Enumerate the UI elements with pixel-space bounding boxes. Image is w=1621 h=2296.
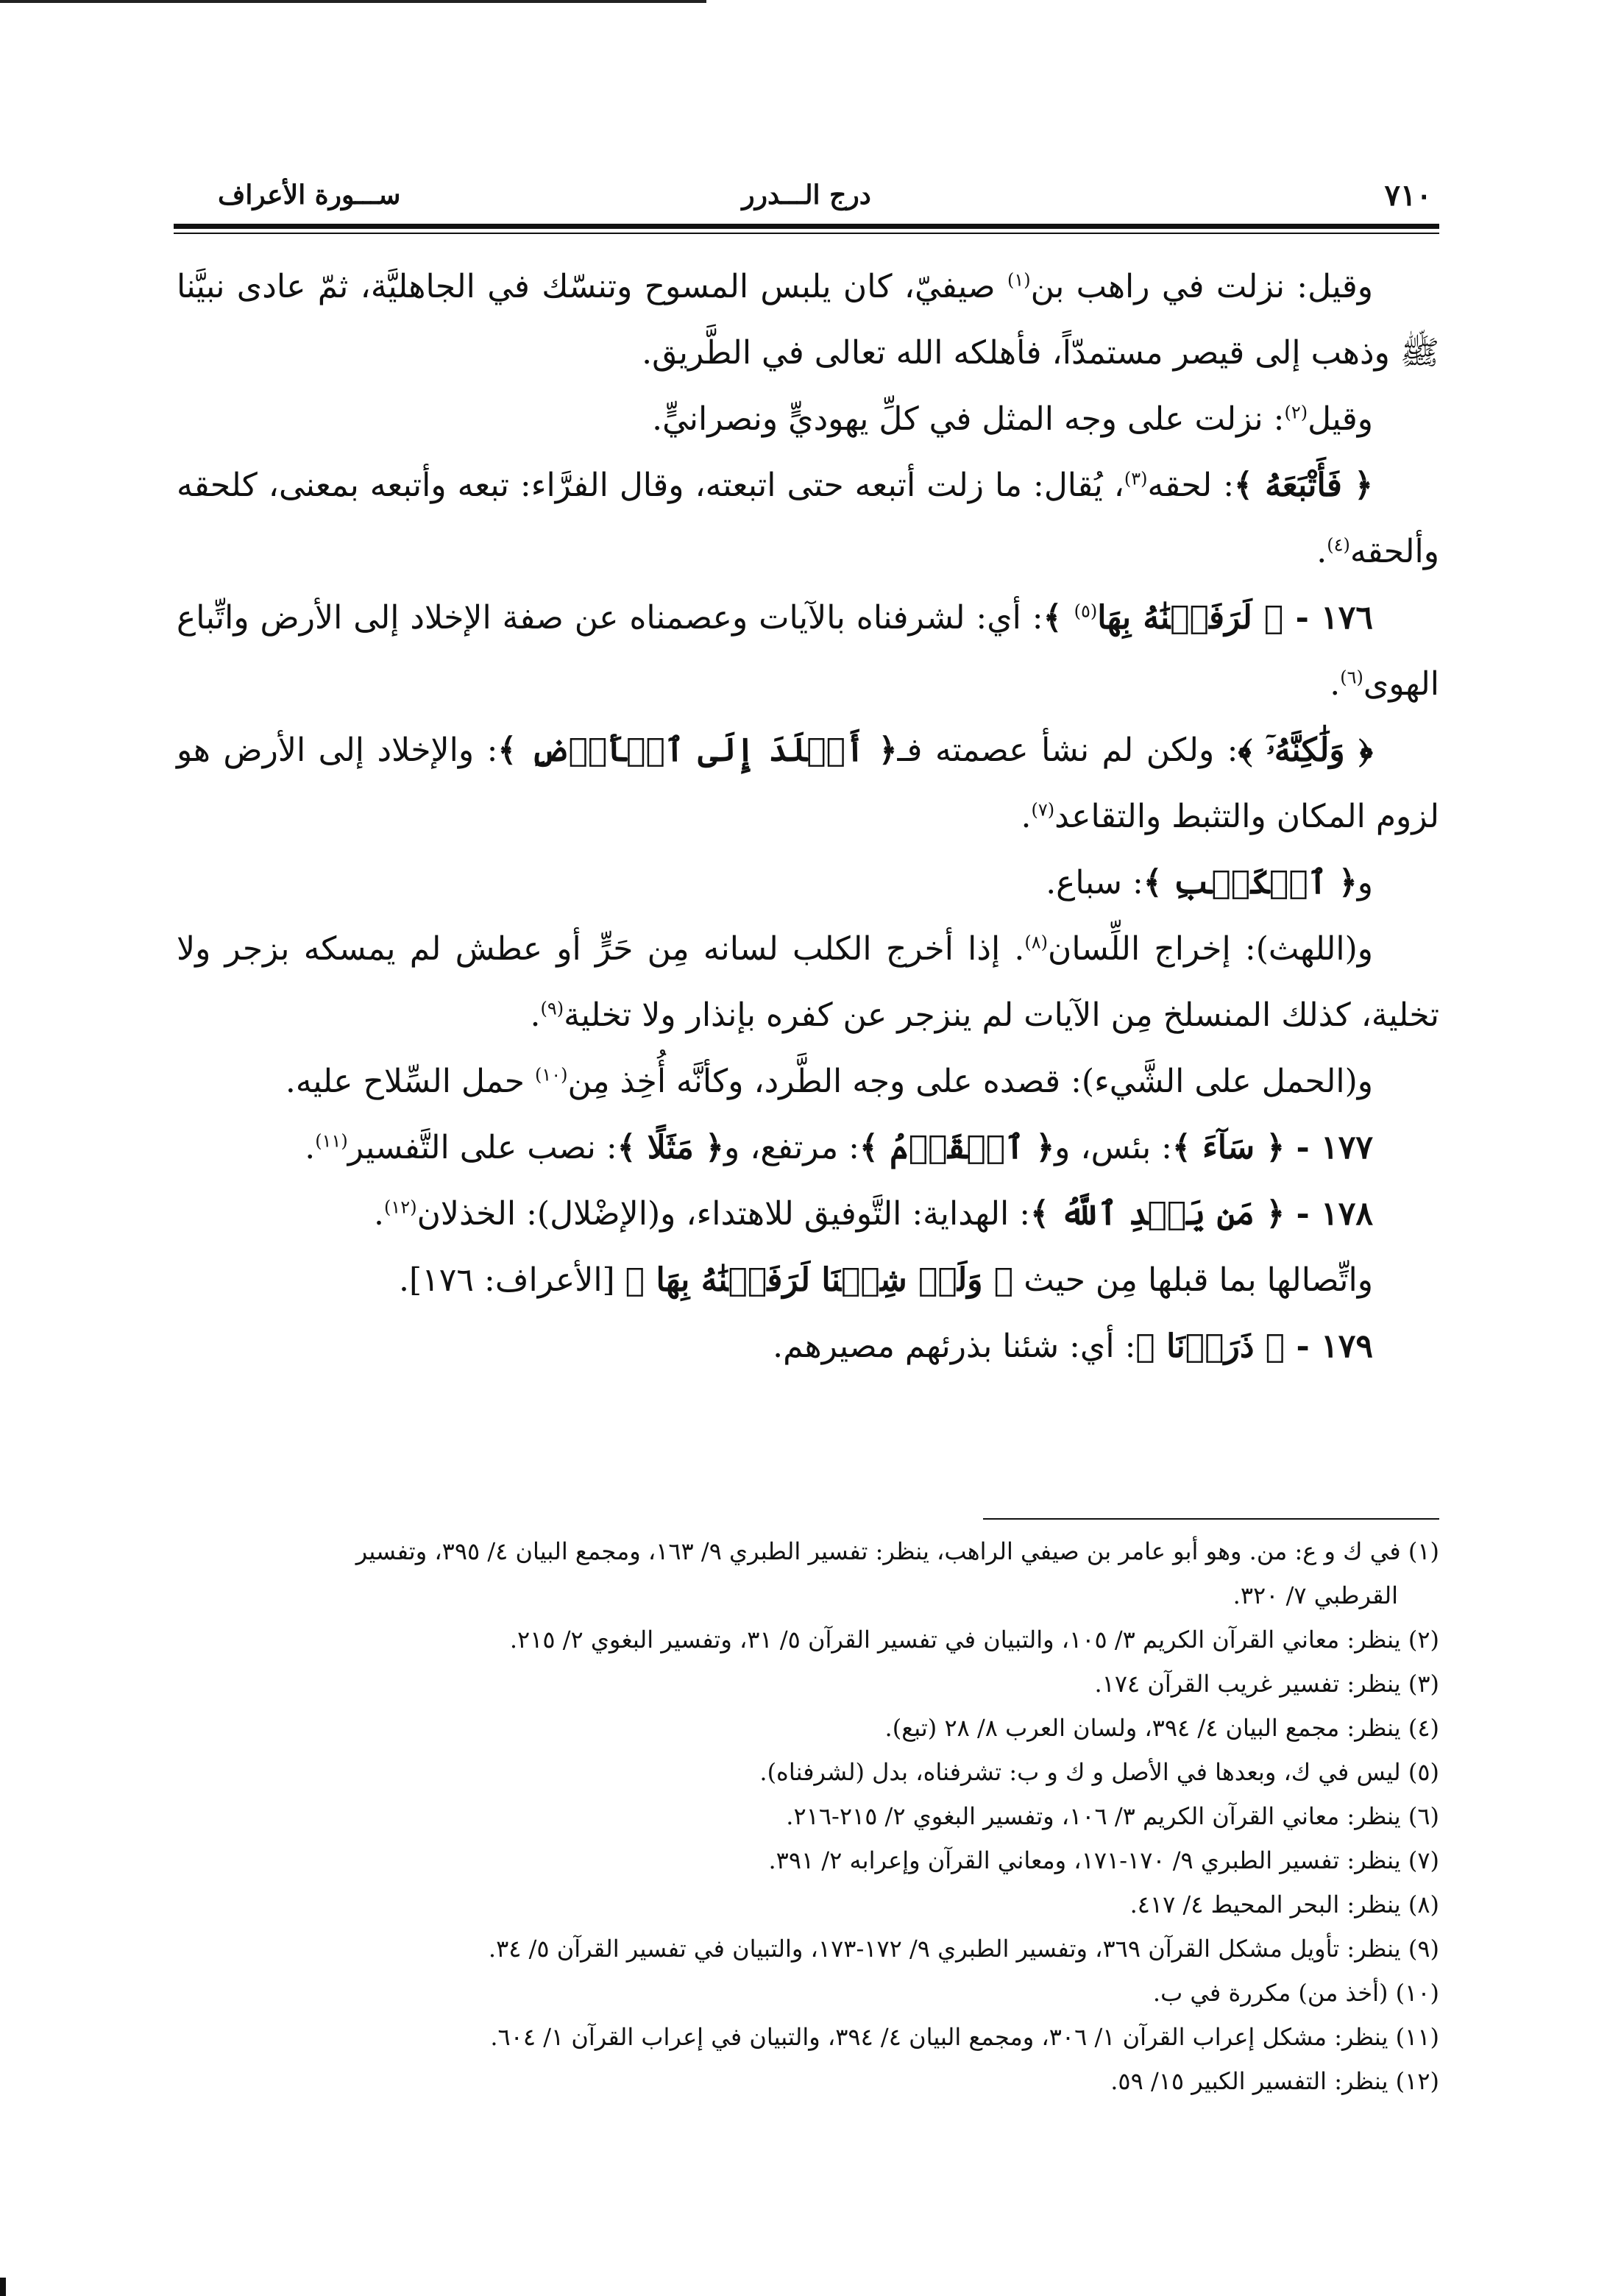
footnote: (١٢) ينظر: التفسير الكبير ١٥/ ٥٩. (1110, 2067, 1439, 2095)
footnote-ref: (١) (1007, 269, 1031, 291)
paragraph: وقيل$^{(٢)}$: نزلت على وجه المثل في كلِّ يهوديٍّ ونصرانيٍّ. (652, 400, 1373, 438)
footnote: (٣) ينظر: تفسير غريب القرآن ١٧٤. (1094, 1670, 1439, 1698)
footnotes (174, 1529, 1439, 2103)
footnote: (٦) ينظر: معاني القرآن الكريم ٣/ ١٠٦، وتفسير البغوي ٢/ ٢١٥-٢١٦. (786, 1802, 1439, 1830)
paragraph: و(اللهث): إخراج اللِّسان$^{(٨)}$. إذا أخرج الكلب لسانه مِن حَرٍّ أو عطش لم يمسكه بزجر ولا تخلية، كذلك المنسلخ مِن الآيات لم ينزجر عن كفره بإنذار ولا تخلية$^{(٩)}$. (177, 930, 1439, 1034)
footnote-ref: (٨) (1024, 932, 1049, 953)
page-number: ٧١٠ (1384, 178, 1432, 213)
footnote-ref: (٤) (1327, 534, 1350, 556)
footnote-separator (983, 1518, 1439, 1520)
quran-quote: وَلَٰكِنَّهُۥٓ (1252, 731, 1359, 769)
quran-quote: ٱلۡكَلۡبِ (1162, 864, 1338, 901)
quran-quote: أَخۡلَدَ إِلَى ٱلۡأَرۡضِ (517, 731, 879, 769)
book-title: درج الـــدرر (742, 180, 871, 210)
quran-quote: لَرَفَعۡنَٰهُ بِهَا (1097, 599, 1264, 637)
paragraph: ﴿ وَلَٰكِنَّهُۥٓ ﴾: ولكن لم نشأ عصمته فـ﴿ أَخۡلَدَ إِلَى ٱلۡأَرۡضِ ﴾: والإخلاد إلى الأرض هو لزوم المكان والتثبط والتقاعد$^{(٧)}$. (177, 731, 1439, 835)
quran-quote: ٱلۡقَوۡمُ (878, 1129, 1036, 1166)
verse-number: ١٧٨ - (1285, 1195, 1373, 1233)
chapter-title: ســـورة الأعراف (218, 180, 401, 210)
footnote: (٥) ليس في ك، وبعدها في الأصل و ك و ب: تشرفناه، بدل (لشرفناه). (759, 1758, 1439, 1786)
footnote-ref: (٩) (540, 998, 564, 1019)
footnote-ref: (٧) (1031, 799, 1055, 821)
quran-quote: ذَرَأۡنَا (1154, 1328, 1266, 1365)
footnote-ref: (٥) (1074, 600, 1098, 622)
paragraph: ١٧٦ - ﴿ لَرَفَعۡنَٰهُ بِهَا$^{(٥)}$ ﴾: أي: لشرفناه بالآيات وعصمناه عن صفة الإخلاد إلى الأرض واتِّباع الهوى$^{(٦)}$. (177, 599, 1439, 703)
footnote-ref: (٦) (1340, 667, 1363, 688)
paragraph: و﴿ ٱلۡكَلۡبِ ﴾: سباع. (1046, 864, 1373, 901)
footnote: (٩) ينظر: تأويل مشكل القرآن ٣٦٩، وتفسير الطبري ٩/ ١٧٢-١٧٣، والتبيان في تفسير القرآن ٥/ ٣٤. (488, 1935, 1439, 1963)
verse-number: ١٧٧ - (1285, 1129, 1373, 1166)
verse-number: ١٧٩ - (1285, 1328, 1373, 1365)
footnote: (١١) ينظر: مشكل إعراب القرآن ١/ ٣٠٦، ومجمع البيان ٤/ ٣٩٤، والتبيان في إعراب القرآن ١/ ٦٠٤. (490, 2023, 1439, 2051)
paragraph: وقيل: نزلت في راهب بن$^{(١)}$ صيفيّ، كان يلبس المسوح وتنسّك في الجاهليَّة، ثمّ عادى نبيَّنا ﷺ وذهب إلى قيصر مستمدّاً، فأهلكه الله تعالى في الطَّريق. (177, 268, 1439, 372)
paragraph: ﴿ فَأَتْبَعَهُ ﴾: لحقه$^{(٣)}$، يُقال: ما زلت أتبعه حتى اتبعته، وقال الفرَّاء: تبعه وأتبعه بمعنى، كلحقه وألحقه$^{(٤)}$. (177, 467, 1439, 570)
header-rule-thin (174, 233, 1439, 234)
footnote-ref: (١٠) (534, 1064, 568, 1085)
footnote: (٧) ينظر: تفسير الطبري ٩/ ١٧٠-١٧١، ومعاني القرآن وإعرابه ٢/ ٣٩١. (768, 1846, 1439, 1874)
footnote: (١٠) (أخذ من) مكررة في ب. (1152, 1979, 1439, 2007)
paragraph: ١٧٨ - ﴿ مَن يَهۡدِ ٱللَّهُ ﴾: الهداية: التَّوفيق للاهتداء، و(الإضْلال): الخذلان$^{(١٢)}$. (374, 1195, 1373, 1233)
quran-quote: سَآءَ (1191, 1129, 1266, 1166)
footnote: (٢) ينظر: معاني القرآن الكريم ٣/ ١٠٥، والتبيان في تفسير القرآن ٥/ ٣١، وتفسير البغوي ٢/ ٢١٥. (509, 1626, 1439, 1654)
footnote-ref: (١١) (315, 1130, 348, 1152)
scan-edge-line (0, 0, 706, 3)
quran-quote: مَن يَهۡدِ ٱللَّهُ (1049, 1195, 1266, 1233)
footnote: (٨) ينظر: البحر المحيط ٤/ ٤١٧. (1129, 1891, 1439, 1918)
main-text (177, 254, 1439, 1380)
verse-number: ١٧٦ - (1283, 599, 1373, 637)
quran-quote: مَثَلًا (636, 1129, 706, 1166)
running-header (174, 175, 1439, 219)
scan-margin-mark (0, 2278, 6, 2296)
footnote-ref: (١٢) (384, 1197, 417, 1218)
paragraph: ١٧٧ - ﴿ سَآءَ ﴾: بئس، و﴿ ٱلۡقَوۡمُ ﴾: مرتفع، و﴿ مَثَلًا ﴾: نصب على التَّفسير$^{(١١)}$. (305, 1129, 1373, 1166)
quran-quote: فَأَتْبَعَهُ (1252, 467, 1355, 504)
paragraph: واتِّصالها بما قبلها مِن حيث ﴿ وَلَوۡ شِئۡنَا لَرَفَعۡنَٰهُ بِهَا ﴾ [الأعراف: ١٧٦]. (399, 1261, 1373, 1299)
footnote-ref: (٣) (1124, 468, 1148, 489)
quran-quote: وَلَوۡ شِئۡنَا لَرَفَعۡنَٰهُ بِهَا (645, 1261, 994, 1299)
footnote-ref: (٢) (1284, 402, 1308, 423)
footnote: (١) في ك و ع: من. وهو أبو عامر بن صيفي الراهب، ينظر: تفسير الطبري ٩/ ١٦٣، ومجمع البيان ٤/ ٣٩٥، وتفسير القرطبي ٧/ ٣٢٠. (355, 1537, 1439, 1609)
footnote: (٤) ينظر: مجمع البيان ٤/ ٣٩٤، ولسان العرب ٨/ ٢٨ (تبع). (884, 1714, 1439, 1742)
paragraph: ١٧٩ - ﴿ ذَرَأۡنَا ﴾: أي: شئنا بذرئهم مصيرهم. (773, 1328, 1373, 1365)
paragraph: و(الحمل على الشَّيء): قصده على وجه الطَّرد، وكأنَّه أُخِذ مِن$^{(١٠)}$ حمل السِّلاح عليه. (285, 1063, 1373, 1100)
header-rule (174, 224, 1439, 229)
